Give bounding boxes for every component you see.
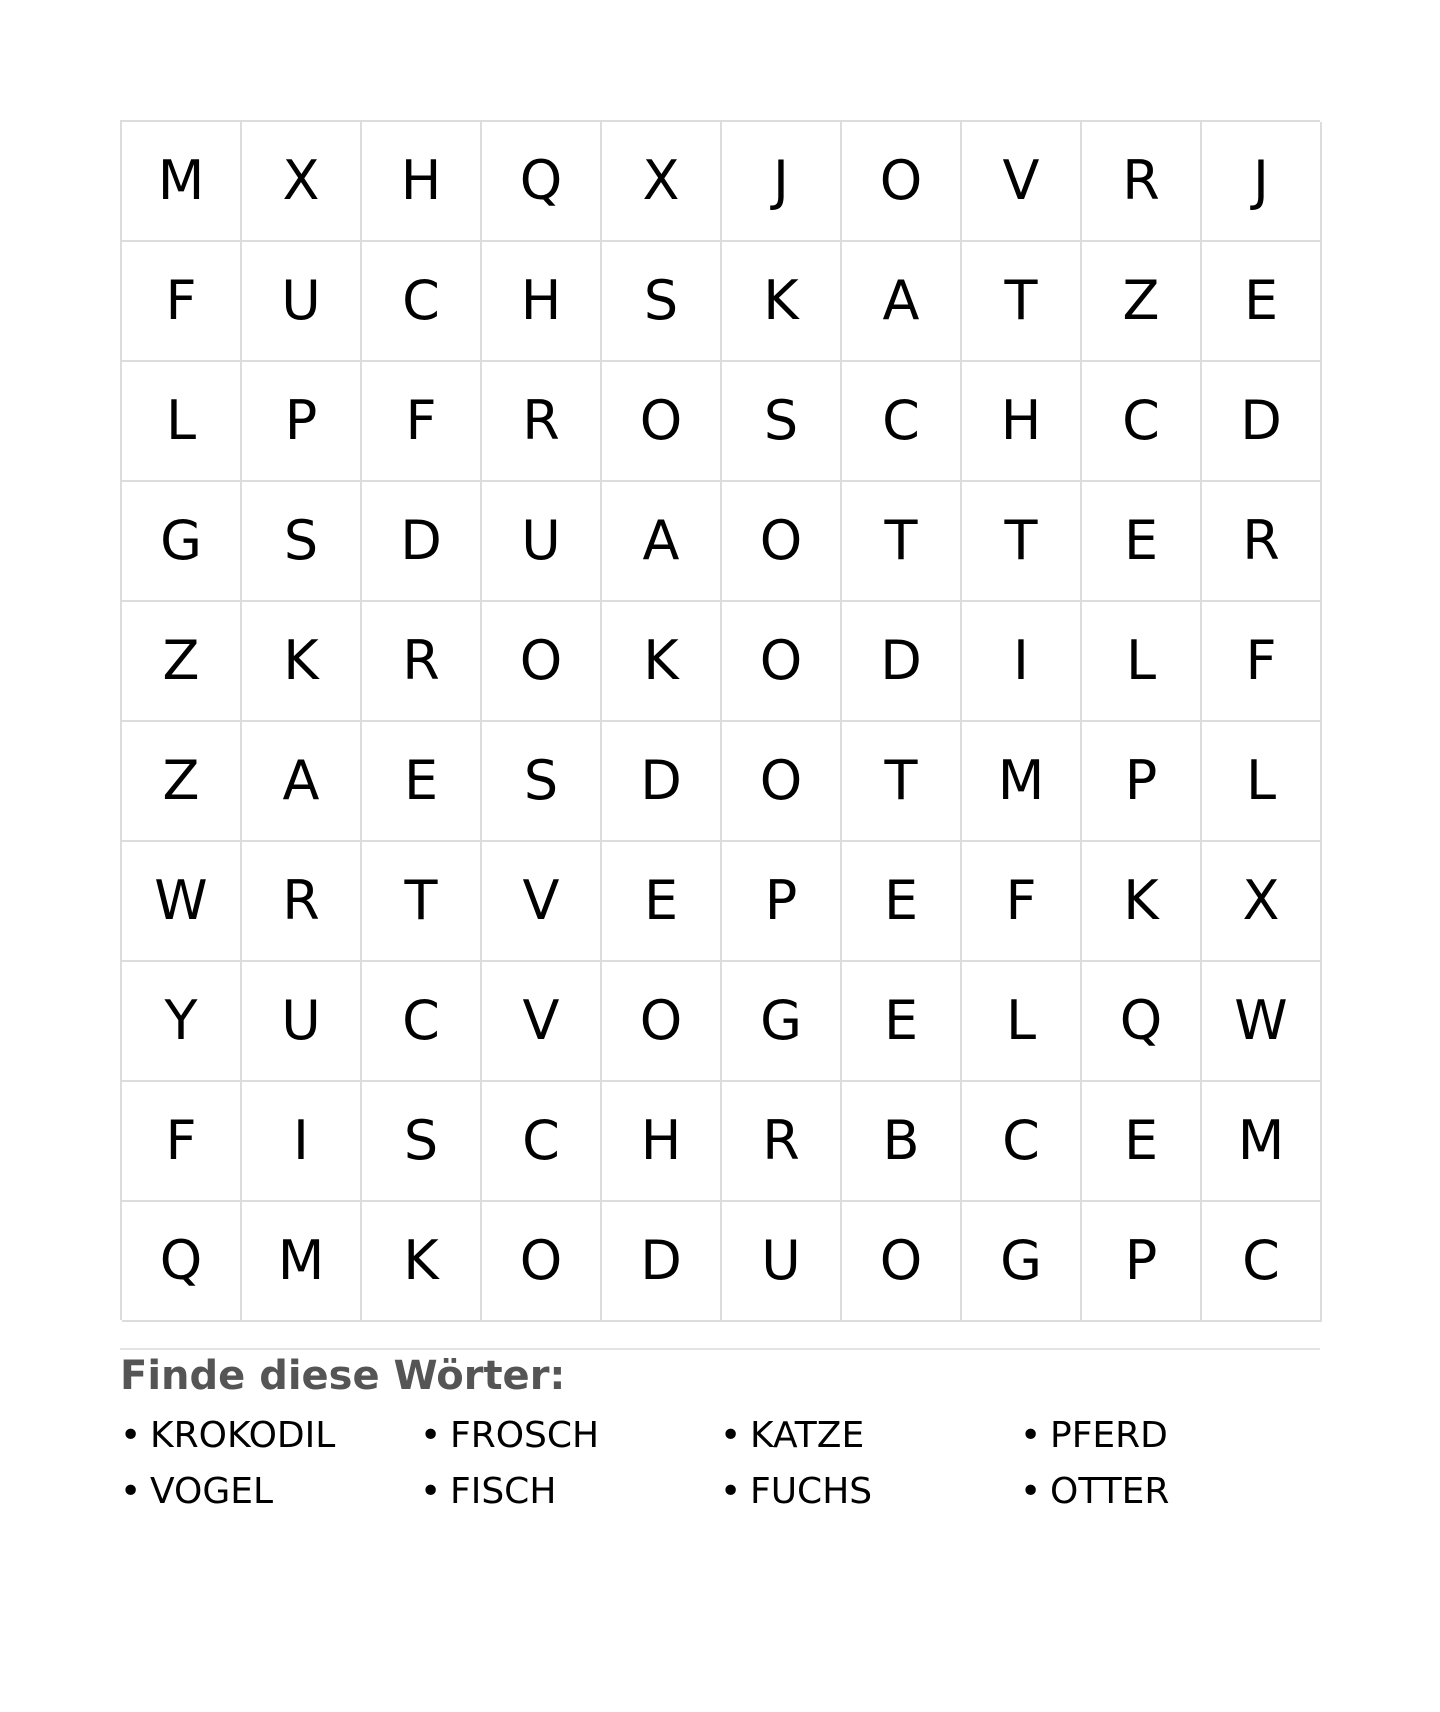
grid-cell[interactable]: O [482,602,602,722]
grid-cell[interactable]: P [1082,722,1202,842]
grid-cell[interactable]: A [842,242,962,362]
grid-cell[interactable]: Z [1082,242,1202,362]
grid-cell[interactable]: W [1202,962,1322,1082]
grid-cell[interactable]: E [842,842,962,962]
grid-cell[interactable]: A [602,482,722,602]
word-list [120,1408,1320,1520]
grid-cell[interactable]: D [602,722,722,842]
word-list-item: • OTTER [1020,1464,1320,1520]
grid-cell[interactable]: F [362,362,482,482]
grid-cell[interactable]: O [482,1202,602,1322]
grid-cell[interactable]: M [962,722,1082,842]
word-list-item: • FUCHS [720,1464,1020,1520]
grid-cell[interactable]: K [362,1202,482,1322]
word-list-heading: Finde diese Wörter: [120,1353,566,1399]
grid-cell[interactable]: C [362,242,482,362]
grid-cell[interactable]: G [962,1202,1082,1322]
grid-cell[interactable]: K [242,602,362,722]
grid-cell[interactable]: V [482,962,602,1082]
grid-cell[interactable]: X [1202,842,1322,962]
grid-cell[interactable]: F [1202,602,1322,722]
grid-cell[interactable]: F [122,1082,242,1202]
grid-cell[interactable]: Y [122,962,242,1082]
word-list-item: • KATZE [720,1408,1020,1464]
grid-cell[interactable]: L [962,962,1082,1082]
grid-cell[interactable]: O [722,482,842,602]
grid-cell[interactable]: O [722,722,842,842]
grid-cell[interactable]: O [842,1202,962,1322]
grid-cell[interactable]: G [722,962,842,1082]
grid-cell[interactable]: U [242,242,362,362]
grid-cell[interactable]: C [1202,1202,1322,1322]
word-list-item: • FROSCH [420,1408,720,1464]
grid-cell[interactable]: O [842,122,962,242]
grid-cell[interactable]: P [722,842,842,962]
grid-cell[interactable]: H [602,1082,722,1202]
grid-cell[interactable]: E [1082,482,1202,602]
grid-cell[interactable]: Q [1082,962,1202,1082]
grid-cell[interactable]: S [242,482,362,602]
word-search-grid [120,120,1320,1320]
grid-cell[interactable]: M [122,122,242,242]
grid-cell[interactable]: C [362,962,482,1082]
grid-cell[interactable]: F [962,842,1082,962]
grid-cell[interactable]: D [362,482,482,602]
grid-cell[interactable]: T [842,482,962,602]
grid-cell[interactable]: D [842,602,962,722]
grid-cell[interactable]: I [962,602,1082,722]
grid-cell[interactable]: Q [482,122,602,242]
grid-cell[interactable]: A [242,722,362,842]
grid-cell[interactable]: R [242,842,362,962]
grid-cell[interactable]: L [1202,722,1322,842]
grid-cell[interactable]: R [482,362,602,482]
grid-cell[interactable]: E [362,722,482,842]
grid-cell[interactable]: E [842,962,962,1082]
grid-cell[interactable]: W [122,842,242,962]
grid-cell[interactable]: S [602,242,722,362]
grid-cell[interactable]: E [1082,1082,1202,1202]
grid-cell[interactable]: J [1202,122,1322,242]
grid-cell[interactable]: U [722,1202,842,1322]
grid-cell[interactable]: M [1202,1082,1322,1202]
grid-cell[interactable]: V [482,842,602,962]
grid-cell[interactable]: B [842,1082,962,1202]
grid-cell[interactable]: S [722,362,842,482]
grid-cell[interactable]: X [242,122,362,242]
grid-cell[interactable]: T [842,722,962,842]
word-list-item: • VOGEL [120,1464,420,1520]
grid-cell[interactable]: S [482,722,602,842]
grid-cell[interactable]: R [1082,122,1202,242]
grid-cell[interactable]: E [602,842,722,962]
grid-cell[interactable]: H [362,122,482,242]
word-list-item: • PFERD [1020,1408,1320,1464]
grid-cell[interactable]: D [602,1202,722,1322]
grid-cell[interactable]: T [962,482,1082,602]
grid-cell[interactable]: L [122,362,242,482]
grid-cell[interactable]: R [362,602,482,722]
grid-cell[interactable]: T [962,242,1082,362]
grid-cell[interactable]: O [602,962,722,1082]
divider [120,1348,1320,1350]
grid-cell[interactable]: E [1202,242,1322,362]
grid-cell[interactable]: G [122,482,242,602]
grid-cell[interactable]: D [1202,362,1322,482]
grid-cell[interactable]: Z [122,602,242,722]
grid-cell[interactable]: M [242,1202,362,1322]
grid-cell[interactable]: Q [122,1202,242,1322]
grid-cell[interactable]: P [1082,1202,1202,1322]
grid-cell[interactable]: K [602,602,722,722]
grid-cell[interactable]: K [722,242,842,362]
grid-cell[interactable]: O [722,602,842,722]
grid-cell[interactable]: T [362,842,482,962]
grid-cell[interactable]: O [602,362,722,482]
grid-cell[interactable]: C [482,1082,602,1202]
grid-cell[interactable]: U [242,962,362,1082]
grid-cell[interactable]: R [1202,482,1322,602]
grid-cell[interactable]: L [1082,602,1202,722]
grid-cell[interactable]: V [962,122,1082,242]
grid-cell[interactable]: C [842,362,962,482]
grid-cell[interactable]: P [242,362,362,482]
grid-cell[interactable]: R [722,1082,842,1202]
grid-cell[interactable]: F [122,242,242,362]
grid-cell[interactable]: S [362,1082,482,1202]
grid-cell[interactable]: I [242,1082,362,1202]
word-list-item: • KROKODIL [120,1408,420,1464]
grid-cell[interactable]: H [482,242,602,362]
grid-cell[interactable]: Z [122,722,242,842]
grid-cell[interactable]: C [1082,362,1202,482]
grid-cell[interactable]: K [1082,842,1202,962]
grid-cell[interactable]: U [482,482,602,602]
grid-cell[interactable]: X [602,122,722,242]
word-list-item: • FISCH [420,1464,720,1520]
grid-cell[interactable]: C [962,1082,1082,1202]
grid-cell[interactable]: H [962,362,1082,482]
grid-cell[interactable]: J [722,122,842,242]
